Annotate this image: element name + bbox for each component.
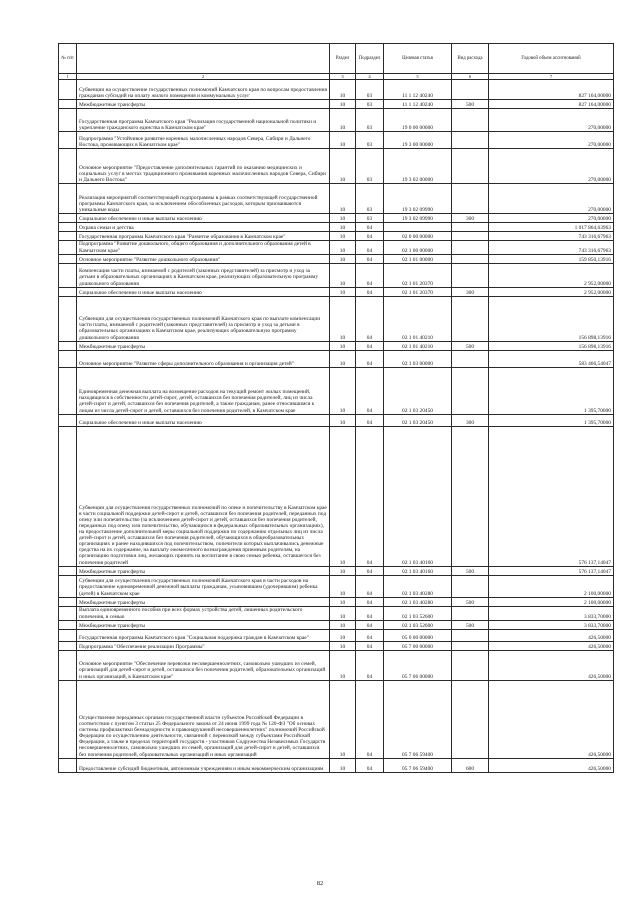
budget-table-page [58, 43, 613, 773]
row-name-cell: Единовременная денежная выплата на возмещение расходов на текущий ремонт жилых помещений, находящихся в собственности детей-сирот, детей, оставшихся без попечения родителей, лиц из числа детей-сирот и детей, оставшихся без попечения родителей, а также гражданам, ранее относившимся к лицам из числа детей-сирот и детей, оставшихся без попечения родителей, в Камчатском крае [77, 367, 330, 414]
table-row [59, 132, 614, 149]
table-row [59, 100, 614, 109]
row-razdel-cell: 10 [330, 350, 356, 367]
budget-table [58, 43, 614, 773]
row-razdel-cell: 10 [330, 367, 356, 414]
row-num-cell [59, 214, 77, 223]
table-row [59, 263, 614, 287]
row-name-cell: Основное мероприятие "Развитие дошкольного образования" [77, 254, 330, 263]
row-sum-cell: 270,00000 [489, 109, 614, 132]
table-row [59, 80, 614, 100]
row-sum-cell: 2 952,00000 [489, 287, 614, 296]
row-razdel-cell: 10 [330, 232, 356, 241]
header-razdel: Раздел [330, 44, 356, 74]
row-sum-cell: 2 952,00000 [489, 263, 614, 287]
row-target-cell: 02 1 01 20370 [384, 263, 452, 287]
row-sum-cell: 1 017 864,63963 [489, 223, 614, 232]
table-row [59, 426, 614, 566]
row-razdel-cell: 10 [330, 100, 356, 109]
row-sum-cell: 2 100,00000 [489, 575, 614, 597]
row-podrazdel-cell: 04 [356, 575, 384, 597]
row-sum-cell: 426,50000 [489, 650, 614, 680]
row-target-cell: 05 7 00 00000 [384, 641, 452, 650]
row-target-cell: 05 7 06 00000 [384, 650, 452, 680]
row-podrazdel-cell: 04 [356, 629, 384, 641]
col-number: 7 [489, 74, 614, 80]
row-sum-cell: 270,00000 [489, 184, 614, 214]
row-podrazdel-cell: 04 [356, 350, 384, 367]
row-target-cell: 02 1 03 20450 [384, 414, 452, 426]
row-sum-cell: 426,50000 [489, 758, 614, 772]
header-name [77, 44, 330, 74]
row-sum-cell: 583 466,54047 [489, 350, 614, 367]
row-podrazdel-cell: 04 [356, 287, 384, 296]
row-vid-cell [452, 263, 489, 287]
row-podrazdel-cell: 04 [356, 232, 384, 241]
row-podrazdel-cell: 04 [356, 650, 384, 680]
row-num-cell [59, 241, 77, 254]
row-podrazdel-cell: 04 [356, 597, 384, 606]
table-row [59, 223, 614, 232]
row-name-cell: Реализация мероприятий соответствующей подпрограммы в рамках соответствующей государственной программы Камчатского края, за исключением обособленных расходов, которым присваиваются уникальные коды [77, 184, 330, 214]
row-sum-cell: 270,00000 [489, 149, 614, 184]
table-row [59, 758, 614, 772]
table-row [59, 641, 614, 650]
row-vid-cell: 500 [452, 597, 489, 606]
row-razdel-cell: 10 [330, 254, 356, 263]
row-podrazdel-cell: 04 [356, 241, 384, 254]
row-razdel-cell: 10 [330, 184, 356, 214]
row-razdel-cell: 10 [330, 149, 356, 184]
row-num-cell [59, 414, 77, 426]
row-razdel-cell: 10 [330, 287, 356, 296]
table-row [59, 367, 614, 414]
row-target-cell: 02 1 03 40280 [384, 575, 452, 597]
row-target-cell: 02 1 01 00000 [384, 254, 452, 263]
row-podrazdel-cell: 03 [356, 100, 384, 109]
row-podrazdel-cell: 04 [356, 620, 384, 629]
table-row [59, 597, 614, 606]
row-num-cell [59, 80, 77, 100]
row-num-cell [59, 758, 77, 772]
row-num-cell [59, 287, 77, 296]
row-vid-cell [452, 680, 489, 758]
row-vid-cell [452, 426, 489, 566]
row-podrazdel-cell: 04 [356, 758, 384, 772]
row-vid-cell [452, 80, 489, 100]
row-razdel-cell: 10 [330, 414, 356, 426]
row-sum-cell: 426,50000 [489, 641, 614, 650]
table-row [59, 620, 614, 629]
row-target-cell: 02 1 03 40160 [384, 426, 452, 566]
row-name-cell: Предоставление субсидий бюджетным, автономным учреждениям и иным некоммерческим организациям [77, 758, 330, 772]
table-row [59, 575, 614, 597]
row-sum-cell: 270,00000 [489, 214, 614, 223]
table-header [59, 44, 614, 74]
table-row [59, 296, 614, 341]
row-vid-cell [452, 650, 489, 680]
col-number: 3 [330, 74, 356, 80]
row-num-cell [59, 109, 77, 132]
row-sum-cell: 827 164,00000 [489, 100, 614, 109]
row-target-cell: 11 1 12 40240 [384, 80, 452, 100]
row-name-cell: Государственная программа Камчатского края "Реализация государственной национальной политики и укрепление гражданского единства в Камчатском крае" [77, 109, 330, 132]
row-vid-cell: 500 [452, 341, 489, 350]
row-num-cell [59, 296, 77, 341]
row-vid-cell [452, 241, 489, 254]
header-podrazdel: Подраздел [356, 44, 384, 74]
row-podrazdel-cell: 03 [356, 80, 384, 100]
row-podrazdel-cell: 04 [356, 367, 384, 414]
row-target-cell: 02 1 03 40280 [384, 597, 452, 606]
row-sum-cell: 156 898,13916 [489, 296, 614, 341]
col-number: 5 [384, 74, 452, 80]
table-row [59, 254, 614, 263]
row-sum-cell: 159 850,13916 [489, 254, 614, 263]
row-sum-cell: 743 316,67963 [489, 232, 614, 241]
row-vid-cell: 300 [452, 287, 489, 296]
row-num-cell [59, 606, 77, 620]
header-num: № п/п [59, 44, 77, 74]
table-row [59, 109, 614, 132]
row-num-cell [59, 629, 77, 641]
row-target-cell: 02 1 01 20370 [384, 287, 452, 296]
row-name-cell: Основное мероприятие "Предоставление дополнительных гарантий по оказанию медицинских и социальных услуг в местах традиционного проживания коренных малочисленных народов Севера, Сибири и Дальнего Востока" [77, 149, 330, 184]
row-podrazdel-cell: 03 [356, 214, 384, 223]
row-name-cell: Субвенции на осуществление государственных полномочий Камчатского края по вопросам предоставления гражданам субсидий на оплату жилого помещения и коммунальных услуг [77, 80, 330, 100]
row-razdel-cell: 10 [330, 241, 356, 254]
row-razdel-cell: 10 [330, 80, 356, 100]
row-podrazdel-cell: 04 [356, 566, 384, 575]
table-row [59, 566, 614, 575]
row-name-cell: Межбюджетные трансферты [77, 100, 330, 109]
row-target-cell: 11 1 12 40240 [384, 100, 452, 109]
row-podrazdel-cell: 04 [356, 223, 384, 232]
row-name-cell: Подпрограмма "Развитие дошкольного, общего образования и дополнительного образования детей в Камчатском крае" [77, 241, 330, 254]
row-name-cell: Государственная программа Камчатского края "Социальная поддержка граждан в Камчатском крае" [77, 629, 330, 641]
row-target-cell: 02 0 00 00000 [384, 232, 452, 241]
table-row [59, 414, 614, 426]
row-sum-cell: 1 395,70000 [489, 414, 614, 426]
row-sum-cell: 827 164,00000 [489, 80, 614, 100]
row-razdel-cell: 10 [330, 597, 356, 606]
header-target: Целевая статья [384, 44, 452, 74]
row-num-cell [59, 597, 77, 606]
row-num-cell [59, 132, 77, 149]
row-razdel-cell: 10 [330, 132, 356, 149]
row-target-cell [384, 223, 452, 232]
row-sum-cell: 576 137,14047 [489, 426, 614, 566]
row-name-cell: Социальное обеспечение и иные выплаты населению [77, 287, 330, 296]
row-vid-cell: 500 [452, 566, 489, 575]
row-vid-cell [452, 575, 489, 597]
row-razdel-cell: 10 [330, 641, 356, 650]
row-target-cell: 19 3 02 09990 [384, 184, 452, 214]
row-name-cell: Охрана семьи и детства [77, 223, 330, 232]
row-num-cell [59, 149, 77, 184]
row-name-cell: Государственная программа Камчатского края "Развитие образования в Камчатском крае" [77, 232, 330, 241]
row-sum-cell: 743 316,67963 [489, 241, 614, 254]
table-row [59, 650, 614, 680]
row-vid-cell: 300 [452, 214, 489, 223]
row-target-cell: 05 7 06 59400 [384, 758, 452, 772]
row-target-cell: 02 1 00 00000 [384, 241, 452, 254]
row-name-cell: Подпрограмма "Обеспечение реализации Программы" [77, 641, 330, 650]
row-vid-cell: 300 [452, 414, 489, 426]
row-num-cell [59, 566, 77, 575]
row-podrazdel-cell: 04 [356, 296, 384, 341]
row-num-cell [59, 650, 77, 680]
row-razdel-cell: 10 [330, 223, 356, 232]
row-vid-cell: 500 [452, 620, 489, 629]
row-podrazdel-cell: 04 [356, 254, 384, 263]
table-row [59, 629, 614, 641]
row-vid-cell [452, 254, 489, 263]
row-razdel-cell: 10 [330, 606, 356, 620]
col-number: 2 [77, 74, 330, 80]
row-podrazdel-cell: 04 [356, 426, 384, 566]
table-row [59, 149, 614, 184]
row-vid-cell [452, 184, 489, 214]
row-podrazdel-cell: 04 [356, 341, 384, 350]
table-row [59, 184, 614, 214]
header-sum: Годовой объем ассигнований [489, 44, 614, 74]
table-row [59, 232, 614, 241]
row-target-cell: 05 0 00 00000 [384, 629, 452, 641]
row-vid-cell [452, 296, 489, 341]
row-razdel-cell: 10 [330, 620, 356, 629]
row-target-cell: 02 1 03 52600 [384, 606, 452, 620]
table-row [59, 680, 614, 758]
row-vid-cell: 500 [452, 100, 489, 109]
table-row [59, 214, 614, 223]
row-vid-cell [452, 109, 489, 132]
row-target-cell: 19 0 00 00000 [384, 109, 452, 132]
row-podrazdel-cell: 04 [356, 414, 384, 426]
row-sum-cell: 156 898,13916 [489, 341, 614, 350]
row-name-cell: Межбюджетные трансферты [77, 597, 330, 606]
row-target-cell: 02 1 03 52600 [384, 620, 452, 629]
row-podrazdel-cell: 03 [356, 149, 384, 184]
row-name-cell: Выплата единовременного пособия при всех формах устройства детей, лишенных родительского попечения, в семью [77, 606, 330, 620]
row-razdel-cell: 10 [330, 758, 356, 772]
row-num-cell [59, 426, 77, 566]
col-number: 6 [452, 74, 489, 80]
row-razdel-cell: 10 [330, 296, 356, 341]
row-name-cell: Компенсация части платы, взимаемой с родителей (законных представителей) за присмотр и уход за детьми в образовательных организациях в Камчатском крае, реализующих образовательную программу дошкольного образования [77, 263, 330, 287]
row-razdel-cell: 10 [330, 263, 356, 287]
row-num-cell [59, 184, 77, 214]
row-num-cell [59, 100, 77, 109]
row-name-cell: Субвенции для осуществления государственных полномочий Камчатского края в части расходов на предоставление единовременной денежной выплаты гражданам, усыновившим (удочерившим) ребенка (детей) в Камчатском крае [77, 575, 330, 597]
row-podrazdel-cell: 04 [356, 680, 384, 758]
row-name-cell: Межбюджетные трансферты [77, 341, 330, 350]
row-target-cell: 19 3 02 09990 [384, 214, 452, 223]
row-vid-cell: 600 [452, 758, 489, 772]
col-number: 1 [59, 74, 77, 80]
row-num-cell [59, 641, 77, 650]
row-num-cell [59, 223, 77, 232]
row-name-cell: Субвенции для осуществления государственных полномочий по опеке и попечительству в Камчатском крае в части социальной поддержки детей-сирот и детей, оставшихся без попечения родителей, переданных под опеку или попечительство (за исключением детей-сирот и детей, оставшихся без попечения родителей, переданных под опеку или попечительство, обучающихся в федеральных образовательных организациях), на предоставление дополнительной меры социальной поддержки по содержанию отдельных лиц из числа детей-сирот и детей, оставшихся без попечения родителей, обучающихся в общеобразовательных организациях и ранее находившихся под попечительством, попечители которых выплачивались денежные средства на их содержание, на выплату ежемесячного вознаграждения приемным родителям, на организацию подготовки лиц, желающих принять на воспитание в свою семью ребенка, оставшегося без попечения родителей [77, 426, 330, 566]
row-target-cell: 02 1 03 40160 [384, 566, 452, 575]
table-row [59, 350, 614, 367]
row-num-cell [59, 350, 77, 367]
table-row [59, 606, 614, 620]
row-sum-cell: 426,50000 [489, 680, 614, 758]
row-razdel-cell: 10 [330, 680, 356, 758]
row-name-cell: Социальное обеспечение и иные выплаты населению [77, 414, 330, 426]
row-razdel-cell: 10 [330, 426, 356, 566]
row-name-cell: Субвенции для осуществления государственных полномочий Камчатского края по выплате компенсации части платы, взимаемой с родителей (законных представителей) за присмотр и уход за детьми в образовательных организациях в Камчатском крае, реализующих образовательную программу дошкольного образования [77, 296, 330, 341]
row-sum-cell: 1 395,70000 [489, 367, 614, 414]
row-vid-cell [452, 132, 489, 149]
row-podrazdel-cell: 04 [356, 641, 384, 650]
row-target-cell: 19 3 02 00000 [384, 149, 452, 184]
row-target-cell: 19 3 00 00000 [384, 132, 452, 149]
row-razdel-cell: 10 [330, 341, 356, 350]
row-podrazdel-cell: 03 [356, 132, 384, 149]
row-podrazdel-cell: 03 [356, 109, 384, 132]
row-vid-cell [452, 350, 489, 367]
row-vid-cell [452, 232, 489, 241]
row-sum-cell: 426,50000 [489, 629, 614, 641]
row-vid-cell [452, 223, 489, 232]
row-num-cell [59, 254, 77, 263]
row-vid-cell [452, 629, 489, 641]
row-num-cell [59, 620, 77, 629]
row-vid-cell [452, 367, 489, 414]
row-target-cell: 02 1 01 40210 [384, 341, 452, 350]
row-num-cell [59, 367, 77, 414]
row-podrazdel-cell: 03 [356, 184, 384, 214]
page-number: 82 [316, 880, 324, 887]
row-num-cell [59, 263, 77, 287]
table-row [59, 287, 614, 296]
row-vid-cell [452, 606, 489, 620]
row-vid-cell [452, 149, 489, 184]
row-sum-cell: 3 833,70000 [489, 606, 614, 620]
row-num-cell [59, 575, 77, 597]
row-name-cell: Межбюджетные трансферты [77, 566, 330, 575]
row-name-cell: Осуществление переданных органам государственной власти субъектов Российской Федерации в соответствии с пунктом 3 статьи 25 Федерального закона от 24 июня 1999 года № 120-ФЗ "Об основах системы профилактики безнадзорности и правонарушений несовершеннолетних" полномочий Российской Федерации по осуществлению деятельности, связанной с перевозкой между субъектами Российской Федерации, а также в пределах территорий государств - участников Содружества Независимых Государств несовершеннолетних, самовольно ушедших из семей, организаций для детей-сирот и детей, оставшихся без попечения родителей, образовательных организаций и иных организаций [77, 680, 330, 758]
row-sum-cell: 3 833,70000 [489, 620, 614, 629]
row-razdel-cell: 10 [330, 109, 356, 132]
row-target-cell: 02 1 03 20450 [384, 367, 452, 414]
row-target-cell: 02 1 03 00000 [384, 350, 452, 367]
header-vid: Вид расхода [452, 44, 489, 74]
row-sum-cell: 2 100,00000 [489, 597, 614, 606]
row-razdel-cell: 10 [330, 650, 356, 680]
row-razdel-cell: 10 [330, 214, 356, 223]
row-num-cell [59, 341, 77, 350]
row-podrazdel-cell: 04 [356, 606, 384, 620]
row-num-cell [59, 232, 77, 241]
row-num-cell [59, 680, 77, 758]
row-target-cell: 05 7 06 59400 [384, 680, 452, 758]
row-razdel-cell: 10 [330, 575, 356, 597]
table-row [59, 341, 614, 350]
row-name-cell: Основное мероприятие "Обеспечение перевозки несовершеннолетних, самовольно ушедших из семей, организаций для детей-сирот и детей, оставшихся без попечения родителей, образовательных организаций и иных организаций, в Камчатском крае" [77, 650, 330, 680]
row-target-cell: 02 1 01 40210 [384, 296, 452, 341]
row-name-cell: Межбюджетные трансферты [77, 620, 330, 629]
row-name-cell: Социальное обеспечение и иные выплаты населению [77, 214, 330, 223]
row-sum-cell: 576 137,14047 [489, 566, 614, 575]
row-podrazdel-cell: 04 [356, 263, 384, 287]
row-name-cell: Подпрограмма "Устойчивое развитие коренных малочисленных народов Севера, Сибири и Дальнего Востока, проживающих в Камчатском крае" [77, 132, 330, 149]
row-razdel-cell: 10 [330, 566, 356, 575]
row-razdel-cell: 10 [330, 629, 356, 641]
row-vid-cell [452, 641, 489, 650]
table-row [59, 241, 614, 254]
row-name-cell: Основное мероприятие "Развитие сферы дополнительного образования и организация детей" [77, 350, 330, 367]
col-number: 4 [356, 74, 384, 80]
row-sum-cell: 270,00000 [489, 132, 614, 149]
